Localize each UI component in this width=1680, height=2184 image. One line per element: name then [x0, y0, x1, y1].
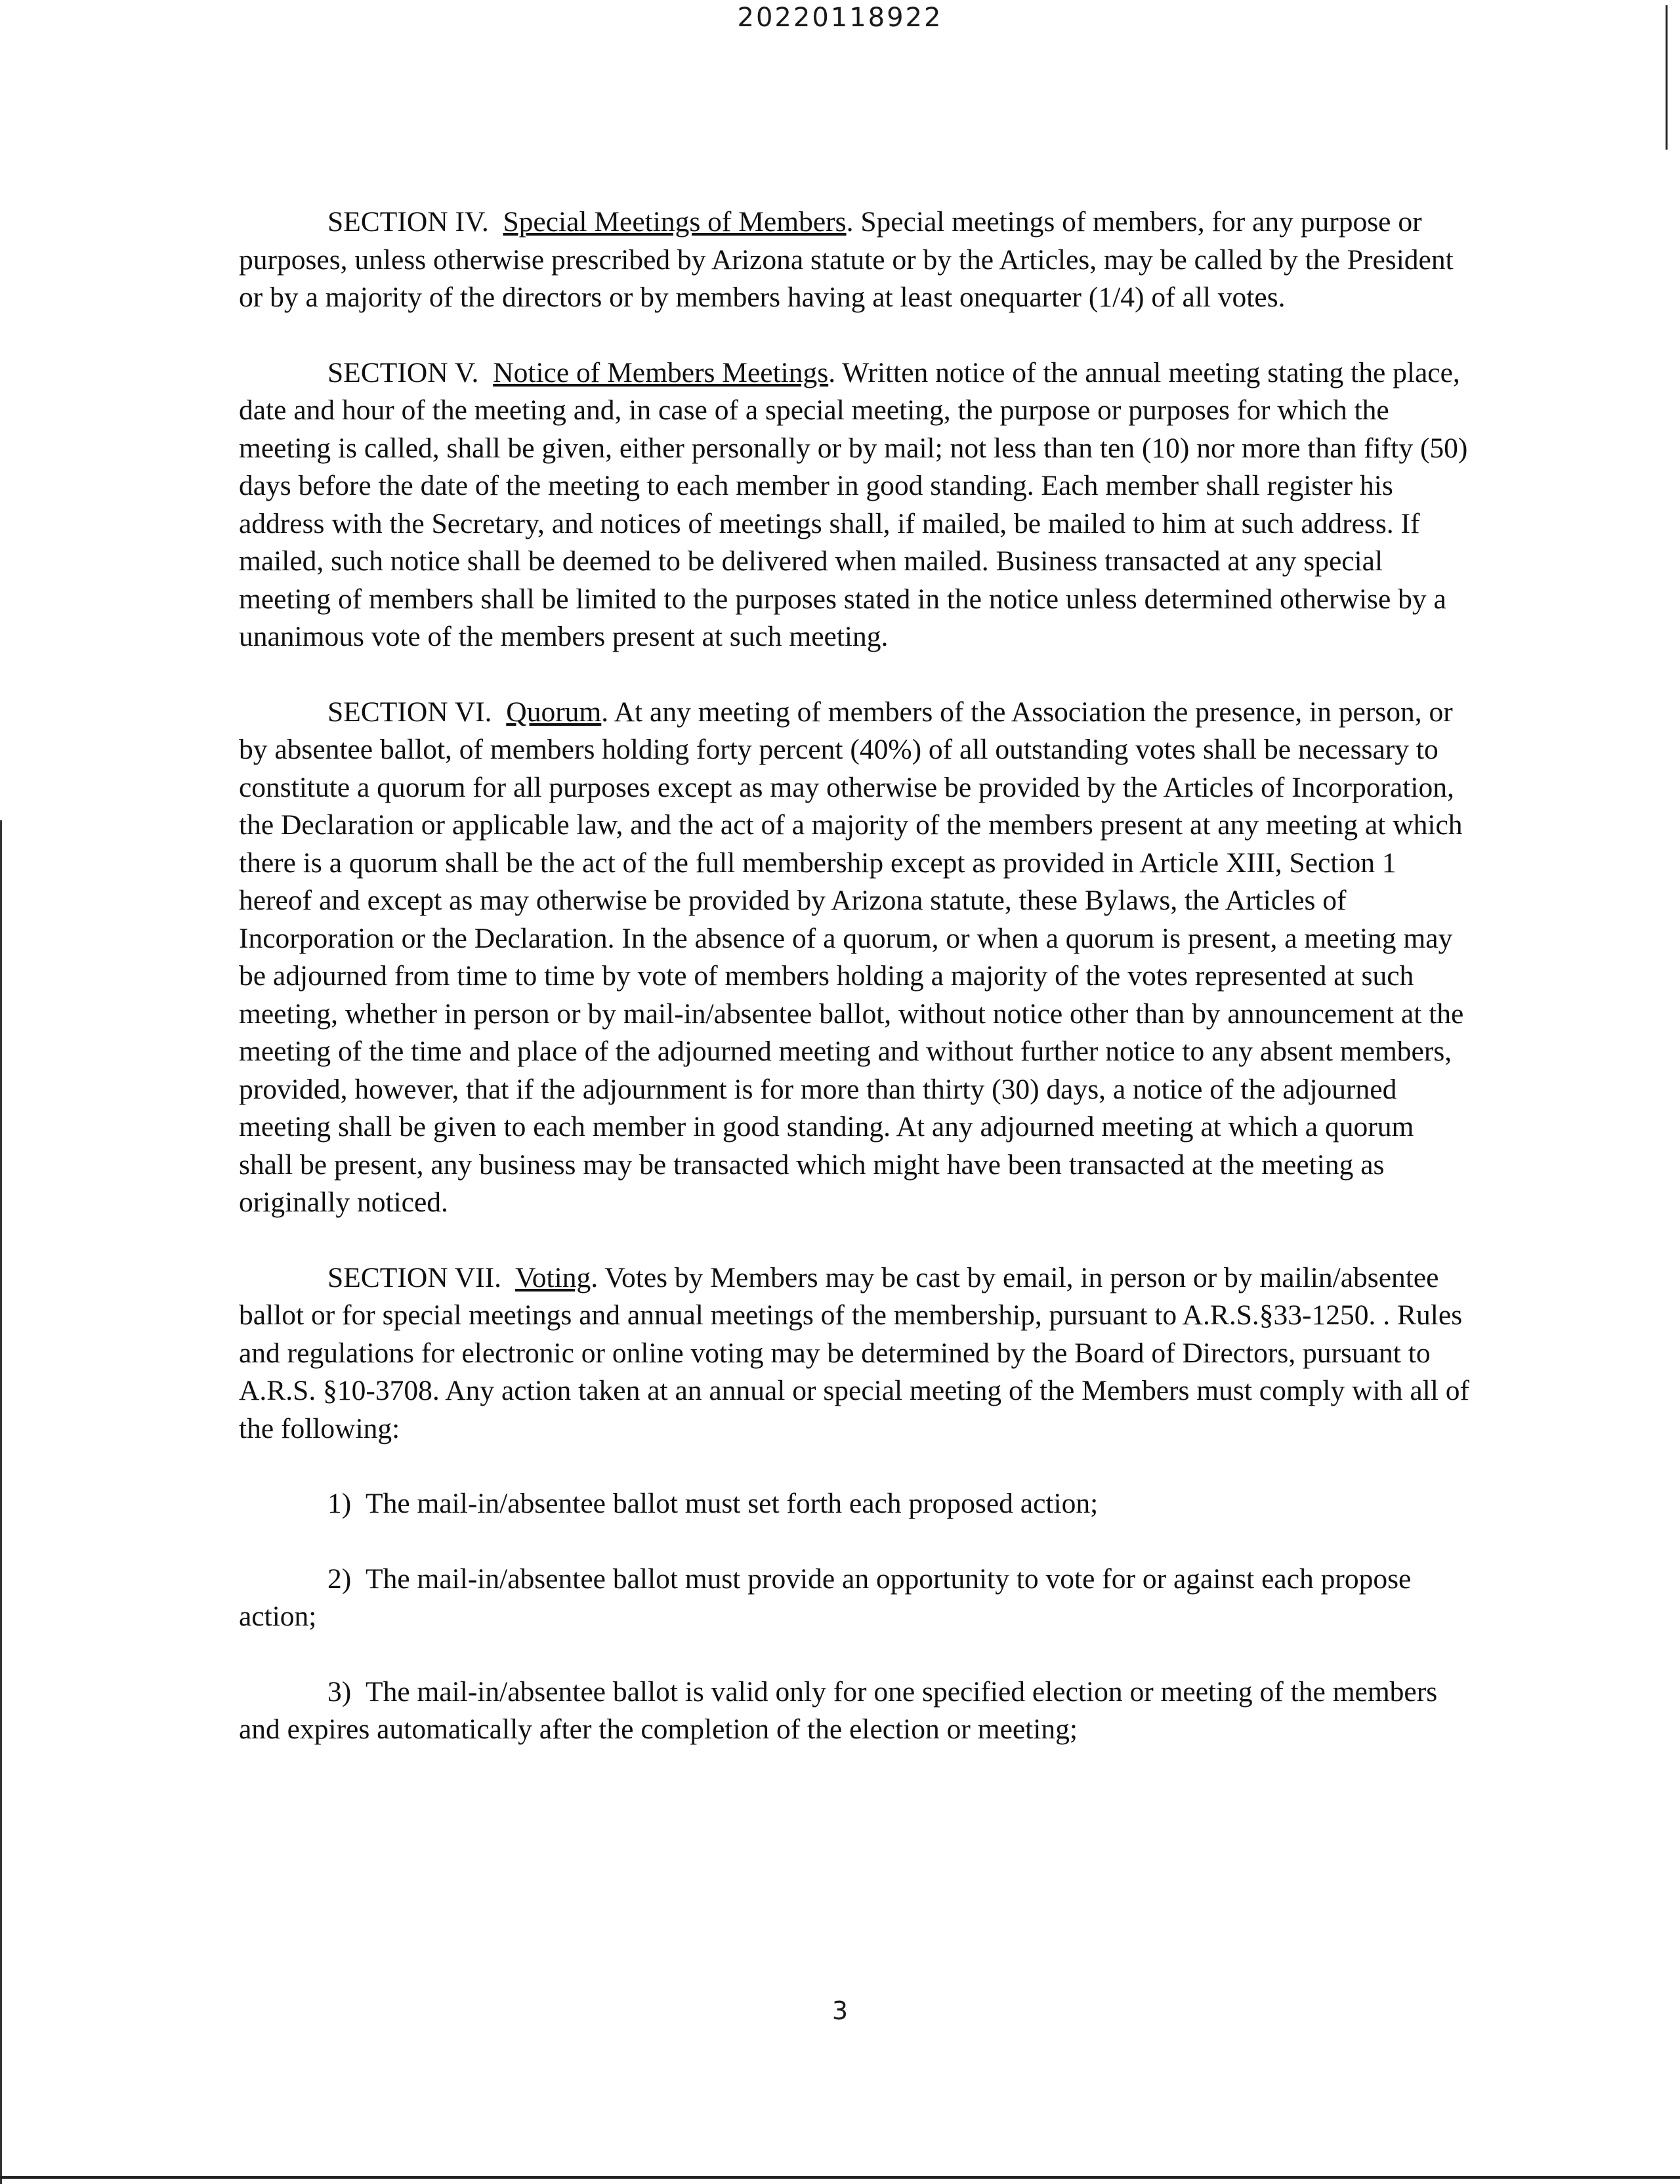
section-vii-label: SECTION VII. [327, 1261, 502, 1293]
section-vii [239, 1259, 1473, 1448]
section-vi [239, 694, 1473, 1222]
list-item-number: 3) [327, 1675, 352, 1708]
scan-edge-mark-bottom [0, 2176, 1680, 2179]
section-iv-title: Special Meetings of Members [503, 206, 847, 238]
list-item [239, 1561, 1473, 1636]
list-item-number: 1) [327, 1488, 352, 1519]
scan-edge-mark-left [0, 820, 2, 2184]
section-v [239, 354, 1473, 656]
section-vi-title: Quorum [506, 696, 602, 728]
section-vi-body: . At any meeting of members of the Association the presence, in person, or by absentee ballot, of members holding forty percent (40%) of all outstanding votes shall be necessary to constitute a quorum for all purposes except as may otherwise be provided by the Articles of Incorporation, the Declaration or applicable law, and the act of a majority of the members present at any meeting at which there is a quorum shall be the act of the full membership except as provided in Article XIII, Section 1 hereof and except as may otherwise be provided by Arizona statute, these Bylaws, the Articles of Incorporation or the Declaration. In the absence of a quorum, or when a quorum is present, a meeting may be adjourned from time to time by vote of members holding a majority of the votes represented at such meeting, whether in person or by mail-in/absentee ballot, without notice other than by announcement at the meeting of the time and place of the adjourned meeting and without further notice to any absent members, provided, however, that if the adjournment is for more than thirty (30) days, a notice of the adjourned meeting shall be given to each member in good standing. At any adjourned meeting at which a quorum shall be present, any business may be transacted which might have been transacted at the meeting as originally noticed. [239, 696, 1464, 1218]
document-body [239, 203, 1473, 1786]
section-v-body: . Written notice of the annual meeting stating the place, date and hour of the meeting and, in case of a special meeting, the purpose or purposes for which the meeting is called, shall be given, either personally or by mail; not less than ten (10) nor more than fifty (50) days before the date of the meeting to each member in good standing. Each member shall register his address with the Secretary, and notices of meetings shall, if mailed, be mailed to him at such address. If mailed, such notice shall be deemed to be delivered when mailed. Business transacted at any special meeting of members shall be limited to the purposes stated in the notice unless determined otherwise by a unanimous vote of the members present at such meeting. [239, 356, 1468, 652]
list-item [239, 1485, 1473, 1523]
list-item-text: The mail-in/absentee ballot must set forth each proposed action; [366, 1488, 1099, 1519]
list-item-text: The mail-in/absentee ballot is valid only for one specified election or meeting of the members and expires automatically after the completion of the election or meeting; [239, 1675, 1438, 1745]
section-iv [239, 203, 1473, 317]
section-vi-label: SECTION VI. [327, 696, 492, 728]
section-v-label: SECTION V. [327, 356, 479, 388]
section-iv-body: . Special meetings of members, for any purpose or purposes, unless otherwise prescribed by Arizona statute or by the Articles, may be called by the President or by a majority of the directors or by members having at least onequarter (1/4) of all votes. [239, 206, 1454, 313]
scan-edge-mark-right [1666, 5, 1668, 150]
section-iv-label: SECTION IV. [327, 206, 489, 238]
page-number: 3 [831, 1996, 849, 2025]
list-item [239, 1673, 1473, 1749]
section-vii-body: . Votes by Members may be cast by email, in person or by mailin/absentee ballot or for special meetings and annual meetings of the membership, pursuant to A.R.S.§33-1250. . Rules and regulations for electronic or online voting may be determined by the Board of Directors, pursuant to A.R.S. §10-3708. Any action taken at an annual or special meeting of the Members must comply with all of the following: [239, 1261, 1469, 1444]
document-number: 20220118922 [737, 3, 943, 33]
section-vii-title: Voting [514, 1261, 591, 1293]
list-item-text: The mail-in/absentee ballot must provide an opportunity to vote for or against each propose action; [239, 1563, 1412, 1632]
list-item-number: 2) [327, 1563, 352, 1595]
section-v-title: Notice of Members Meetings [493, 356, 829, 388]
